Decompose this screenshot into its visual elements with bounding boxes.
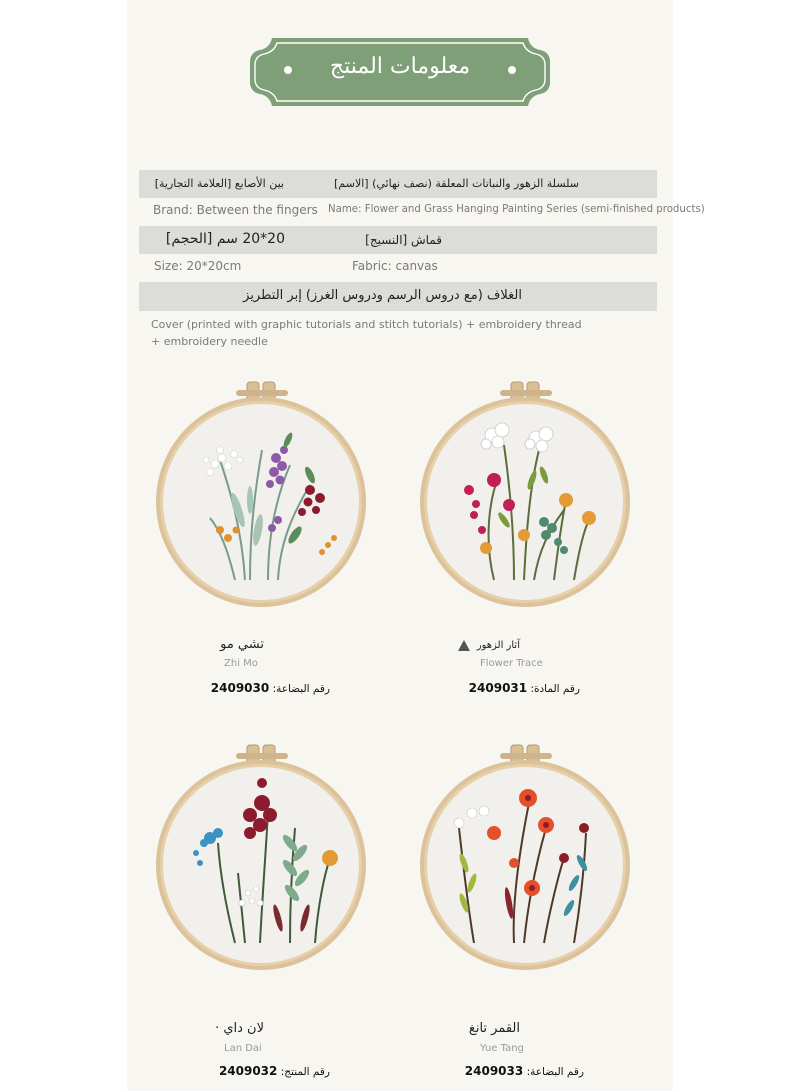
- embroidery-hoop-zhi-mo: [150, 380, 374, 612]
- spec-size-en: Size: 20*20cm: [154, 259, 242, 273]
- triangle-icon: [458, 640, 470, 651]
- product-sku: [465, 1064, 584, 1078]
- spec-fabric-ar: قماش [النسيج]: [365, 233, 442, 247]
- embroidery-hoop-flower-trace: [414, 380, 638, 612]
- product-sku: [211, 681, 330, 695]
- spec-package-ar: الغلاف (مع دروس الرسم ودروس الغرز) إبر التطريز: [243, 288, 522, 303]
- spec-fabric-en: Fabric: canvas: [352, 259, 438, 273]
- spec-brand-ar: بين الأصابع [العلامة التجارية]: [154, 177, 284, 190]
- product-sku: [219, 1064, 330, 1078]
- spec-brand-en: Brand: Between the fingers: [153, 203, 318, 217]
- spec-name-en: Name: Flower and Grass Hanging Painting Series (semi-finished products): [328, 204, 705, 215]
- sku-number: 2409031: [468, 681, 528, 695]
- sku-number: 2409033: [464, 1064, 524, 1078]
- embroidery-hoop-yue-tang: [414, 743, 638, 975]
- product-sku: [469, 681, 580, 695]
- banner-dot-left: [284, 66, 292, 74]
- embroidery-hoop-lan-dai: [150, 743, 374, 975]
- sku-number: 2409032: [218, 1064, 278, 1078]
- product-name-en: Zhi Mo: [224, 658, 258, 669]
- sku-label: رقم المادة:: [530, 683, 580, 695]
- product-name-en: Lan Dai: [224, 1043, 262, 1054]
- product-name-en: Flower Trace: [480, 658, 543, 669]
- sku-label: رقم البضاعة:: [272, 683, 330, 695]
- spec-size-ar: 20*20 سم [الحجم]: [165, 231, 285, 247]
- sku-number: 2409030: [210, 681, 270, 695]
- spec-package-en-line2: + embroidery needle: [151, 335, 268, 348]
- sku-label: رقم المنتج:: [280, 1066, 330, 1078]
- product-name-ar: تشي مو: [220, 637, 264, 652]
- product-name-ar: القمر تانغ: [468, 1021, 520, 1036]
- sku-label: رقم البضاعة:: [526, 1066, 584, 1078]
- product-name-ar: لان داي ·: [215, 1021, 264, 1036]
- spec-package-en-line1: Cover (printed with graphic tutorials and stitch tutorials) + embroidery thread: [151, 318, 582, 331]
- page-title: معلومات المنتج: [329, 54, 471, 79]
- header-banner: [250, 38, 550, 106]
- product-name-en: Yue Tang: [480, 1043, 524, 1054]
- banner-dot-right: [508, 66, 516, 74]
- product-name-ar: آثار الزهور: [476, 640, 520, 651]
- spec-name-ar: سلسلة الزهور والنباتات المعلقة (نصف نهائي) [الاسم]: [334, 177, 579, 190]
